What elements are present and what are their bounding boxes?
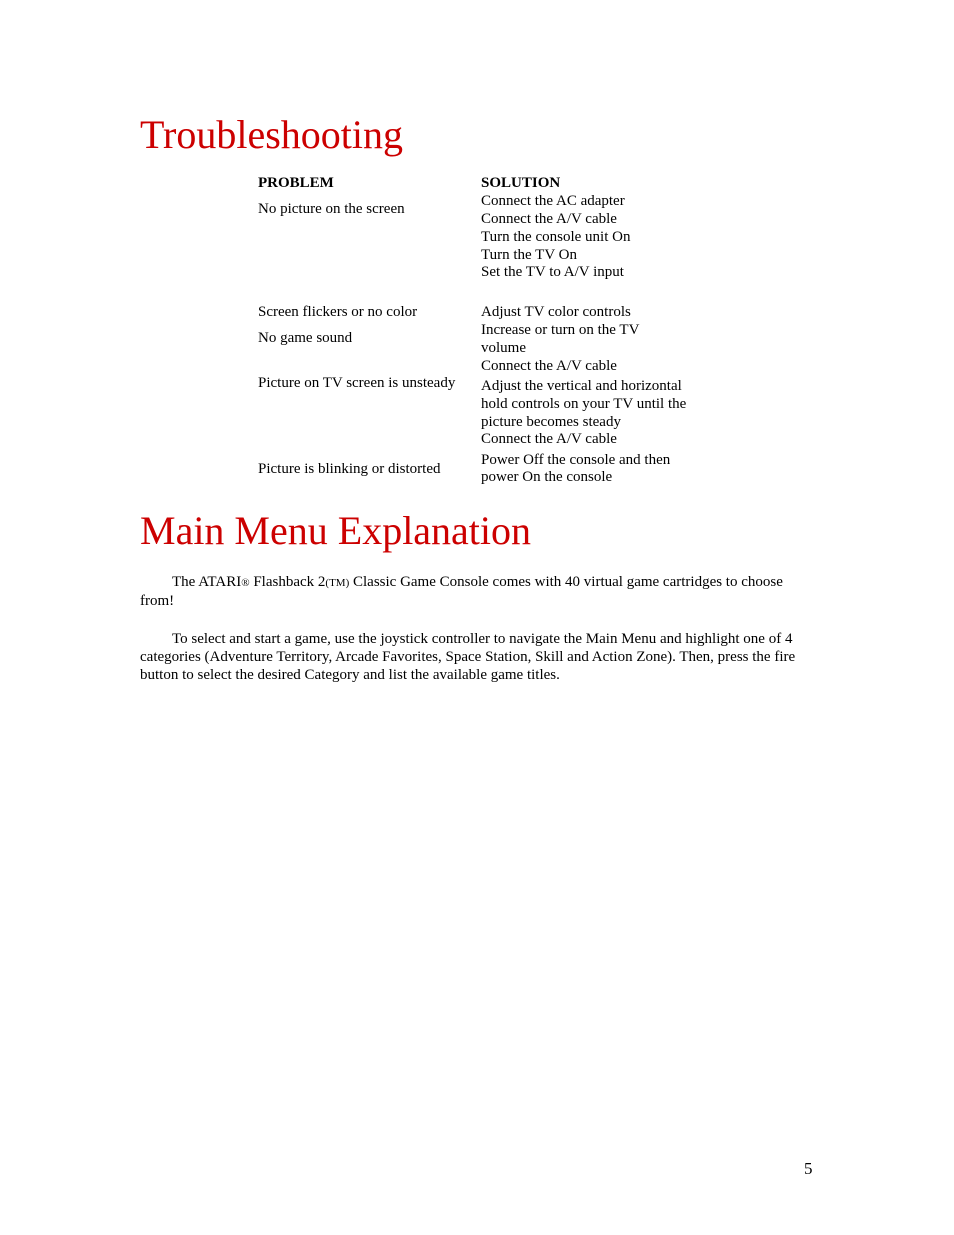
problem-cell: No picture on the screen [258,201,405,217]
solution-line: Connect the AC adapter [481,193,625,209]
intro-paragraph [140,573,816,610]
solution-line: Set the TV to A/V input [481,264,624,280]
solution-line: hold controls on your TV until the [481,396,687,412]
page-number: 5 [804,1159,813,1178]
solution-line: volume [481,340,526,356]
problem-column-header: PROBLEM [258,175,334,191]
solution-column-header: SOLUTION [481,175,561,191]
solution-line: Turn the console unit On [481,229,631,245]
problem-cell: Picture on TV screen is unsteady [258,375,456,391]
solution-line: picture becomes steady [481,414,621,430]
troubleshooting-heading: Troubleshooting [140,112,404,157]
solution-line: Adjust the vertical and horizontal [481,378,682,394]
solution-line: power On the console [481,469,613,485]
trademark-mark: (TM) [325,577,350,589]
problem-cell: Screen flickers or no color [258,304,418,320]
solution-line: Connect the A/V cable [481,211,617,227]
solution-line: Increase or turn on the TV [481,322,640,338]
intro-text-a: The ATARI [172,574,242,590]
registered-mark: ® [241,577,250,589]
intro-text-c: Classic Game Console comes with 40 virtual game cartridges to choose from! [140,574,783,609]
instructions-paragraph: To select and start a game, use the joystick controller to navigate the Main Menu and highlight one of 4 categories (Adventure Territory, Arcade Favorites, Space Station, Skill and Action Zone). Then, press the fire button to select the desired Category and list the available game titles. [140,631,796,683]
solution-line: Connect the A/V cable [481,358,617,374]
problem-cell: Picture is blinking or distorted [258,461,441,477]
main-menu-heading: Main Menu Explanation [140,508,532,553]
solution-line: Connect the A/V cable [481,431,617,447]
solution-line: Adjust TV color controls [481,304,631,320]
solution-line: Power Off the console and then [481,452,671,468]
solution-line: Turn the TV On [481,247,577,263]
problem-cell: No game sound [258,330,353,346]
intro-text-b: Flashback 2 [249,574,326,590]
